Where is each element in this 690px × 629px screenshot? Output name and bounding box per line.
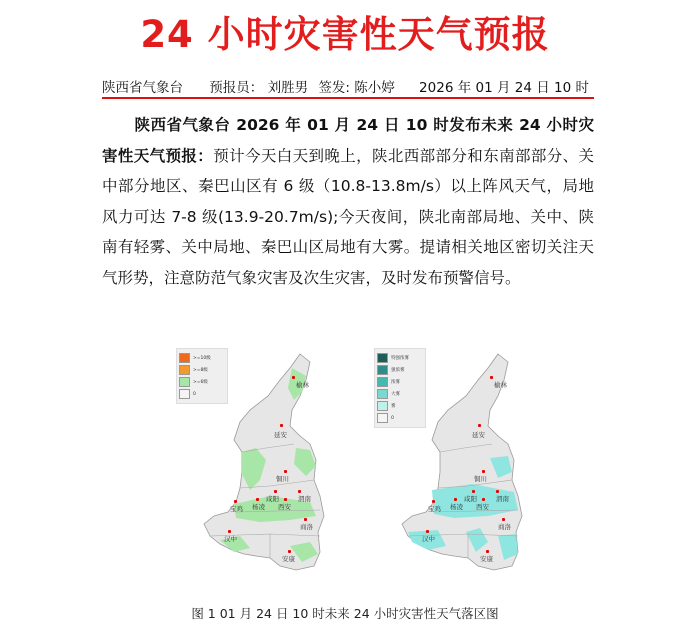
- city-label-baoji: 宝鸡: [428, 505, 441, 513]
- legend-swatch: [377, 413, 388, 423]
- city-label-weinan: 渭南: [298, 495, 311, 503]
- legend-label: 0: [391, 415, 394, 421]
- city-label-yanan: 延安: [274, 431, 287, 439]
- city-marker: [274, 490, 277, 493]
- legend-row: [377, 376, 423, 388]
- wind-legend: [176, 348, 228, 404]
- legend-row: [179, 376, 225, 388]
- city-marker: [280, 424, 283, 427]
- city-marker: [486, 550, 489, 553]
- legend-label: 雾: [391, 404, 396, 409]
- legend-swatch: [377, 353, 388, 363]
- signer-name: 陈小婷: [354, 80, 395, 96]
- legend-label: >=6级: [193, 380, 208, 385]
- page-title: 24 小时灾害性天气预报: [140, 13, 550, 56]
- city-label-xianyang: 咸阳: [464, 495, 477, 503]
- city-label-yangling: 杨凌: [450, 503, 463, 511]
- fog-legend: [374, 348, 426, 428]
- forecast-text: 预计今天白天到晚上，陕北西部部分和东南部部分、关中部分地区、秦巴山区有 6 级（10.8-13.8m/s）以上阵风天气，局地风力可达 7-8 级(13.9-20.7m/s);今天夜间，陕北南部局地、关中、陕南有轻雾、关中局地、秦巴山区局地有大雾。提请相关地区密切关注天气形势，注意防范气象灾害及次生灾害，及时发布预警信号。: [102, 146, 594, 287]
- city-marker: [482, 470, 485, 473]
- issue-date: 2026 年 01 月 24 日 10 时: [419, 80, 589, 96]
- legend-swatch: [377, 377, 388, 387]
- city-marker: [304, 518, 307, 521]
- city-label-yangling: 杨凌: [252, 503, 265, 511]
- city-marker: [496, 490, 499, 493]
- forecaster-label: 预报员：: [209, 80, 264, 96]
- legend-swatch: [179, 377, 190, 387]
- legend-row: [179, 364, 225, 376]
- legend-label: 0: [193, 391, 196, 397]
- city-marker: [478, 424, 481, 427]
- wind-gust-map: [170, 340, 366, 588]
- figure-caption: 图 1 01 月 24 日 10 时未来 24 小时灾害性天气落区图: [191, 606, 499, 621]
- city-marker: [454, 498, 457, 501]
- legend-label: 强浓雾: [391, 368, 405, 373]
- city-label-tongchuan: 铜川: [276, 475, 289, 483]
- city-marker: [256, 498, 259, 501]
- legend-swatch: [179, 353, 190, 363]
- forecaster-name: 刘胜男: [267, 80, 309, 96]
- city-marker: [432, 500, 435, 503]
- city-label-yanan: 延安: [472, 431, 485, 439]
- city-marker: [502, 518, 505, 521]
- issuing-org: 陕西省气象台: [102, 80, 183, 96]
- forecast-body: [102, 110, 594, 293]
- city-marker: [482, 498, 485, 501]
- legend-row: [377, 352, 423, 364]
- legend-label: >=10级: [193, 356, 211, 361]
- city-marker: [228, 530, 231, 533]
- city-marker: [426, 530, 429, 533]
- legend-label: 大雾: [391, 392, 400, 397]
- city-marker: [234, 500, 237, 503]
- city-label-baoji: 宝鸡: [230, 505, 243, 513]
- header-divider: [102, 97, 594, 99]
- legend-row: [179, 352, 225, 364]
- city-label-xian: 西安: [476, 503, 489, 511]
- legend-swatch: [377, 365, 388, 375]
- city-marker: [298, 490, 301, 493]
- city-label-weinan: 渭南: [496, 495, 509, 503]
- legend-row: [377, 388, 423, 400]
- legend-row: [179, 388, 225, 400]
- fog-map: [368, 340, 564, 588]
- city-marker: [292, 376, 295, 379]
- legend-label: >=8级: [193, 368, 208, 373]
- forecast-lead: 陕西省气象台 2026 年 01 月 24 日 10 时发布未来 24 小时灾害性天气预报：: [102, 116, 594, 165]
- legend-label: 浓雾: [391, 380, 400, 385]
- legend-row: [377, 364, 423, 376]
- legend-row: [377, 412, 423, 424]
- legend-swatch: [377, 389, 388, 399]
- city-label-shangluo: 商洛: [300, 523, 313, 531]
- city-marker: [284, 470, 287, 473]
- city-marker: [288, 550, 291, 553]
- city-marker: [472, 490, 475, 493]
- city-label-tongchuan: 铜川: [474, 475, 487, 483]
- legend-swatch: [377, 401, 388, 411]
- legend-label: 特强浓雾: [391, 356, 409, 361]
- city-marker: [284, 498, 287, 501]
- city-label-ankang: 安康: [480, 555, 493, 563]
- issuance-line: [102, 76, 594, 96]
- city-label-shangluo: 商洛: [498, 523, 511, 531]
- legend-swatch: [179, 365, 190, 375]
- city-label-yulin: 榆林: [494, 381, 507, 389]
- city-marker: [490, 376, 493, 379]
- legend-row: [377, 400, 423, 412]
- legend-swatch: [179, 389, 190, 399]
- signer-label: 签发:: [318, 80, 350, 96]
- city-label-hanzhong: 汉中: [422, 535, 435, 543]
- city-label-xianyang: 咸阳: [266, 495, 279, 503]
- city-label-ankang: 安康: [282, 555, 295, 563]
- city-label-hanzhong: 汉中: [224, 535, 237, 543]
- city-label-xian: 西安: [278, 503, 291, 511]
- city-label-yulin: 榆林: [296, 381, 309, 389]
